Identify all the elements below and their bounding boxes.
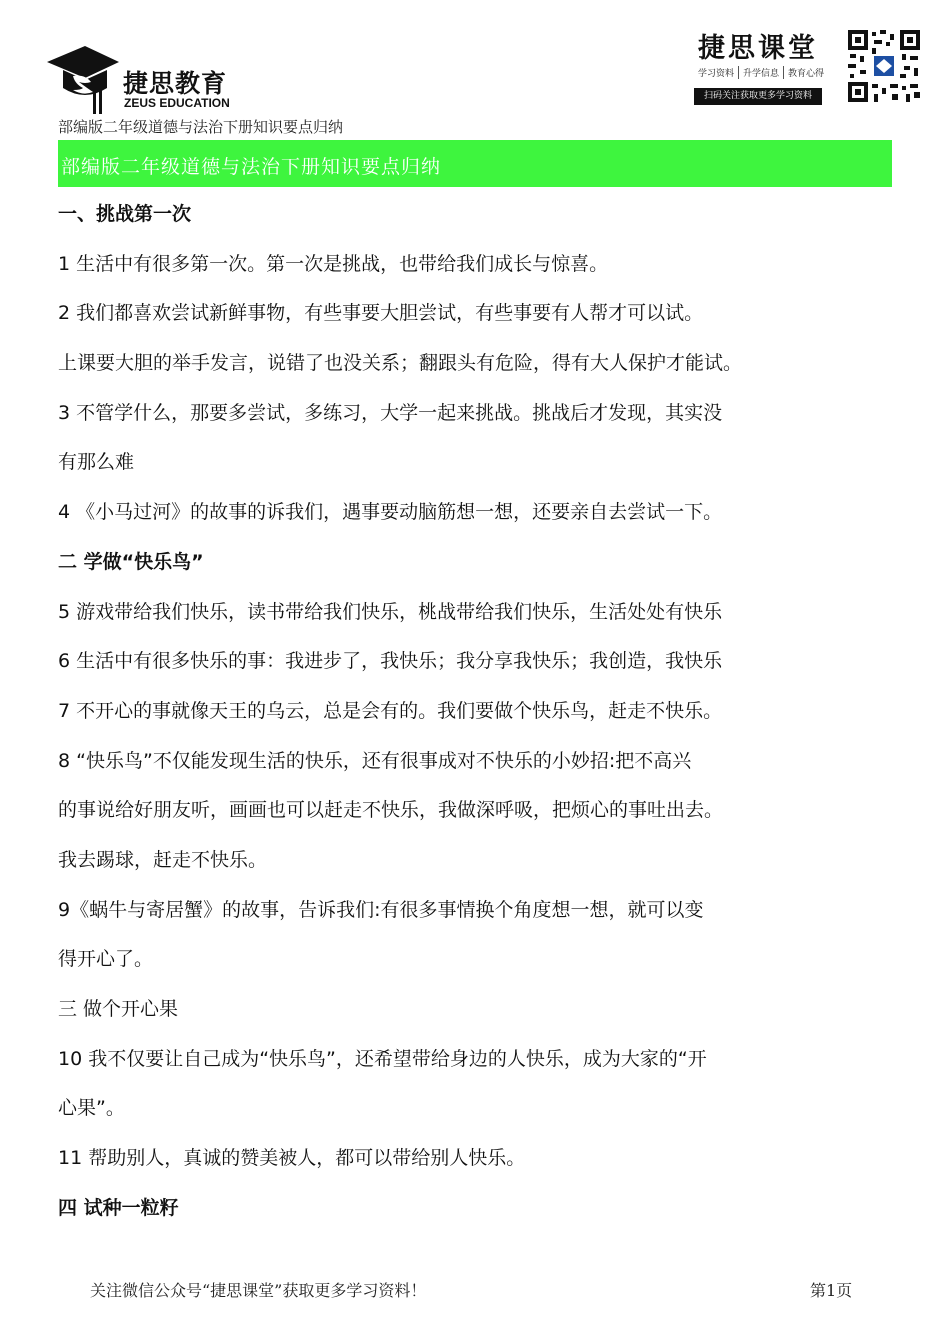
brand-tag: 升学信息 xyxy=(739,66,784,79)
section-heading: 二 学做“快乐鸟” xyxy=(58,550,204,573)
text-line: 8 “快乐鸟”不仅能发现生活的快乐，还有很事成对不快乐的小妙招:把不高兴 xyxy=(58,749,692,772)
brand-scan-bar: 扫码关注获取更多学习资料 xyxy=(694,88,822,105)
logo-chinese-name: 捷思教育 xyxy=(123,69,228,98)
section-heading: 一、挑战第一次 xyxy=(58,203,192,225)
text-line: 1 生活中有很多第一次。第一次是挑战，也带给我们成长与惊喜。 xyxy=(58,252,609,275)
banner-title: 部编版二年级道德与法治下册知识要点归纳 xyxy=(61,156,442,178)
text-line: 我去踢球，赶走不快乐。 xyxy=(58,848,268,871)
qr-code-icon xyxy=(846,28,922,104)
text-line: 5 游戏带给我们快乐，读书带给我们快乐，桃战带给我们快乐，生活处处有快乐 xyxy=(58,600,723,623)
text-line: 3 不管学什么，那要多尝试，多练习，大学一起来挑战。挑战后才发现，其实没 xyxy=(58,401,723,424)
logo-english-name: ZEUS EDUCATION xyxy=(124,96,230,110)
brand-tags xyxy=(694,66,829,79)
footer-promo-text: 关注微信公众号“捷思课堂”获取更多学习资料！ xyxy=(90,1281,427,1300)
text-line: 11 帮助别人，真诚的赞美被人，都可以带给别人快乐。 xyxy=(58,1147,526,1170)
text-line: 心果”。 xyxy=(58,1097,125,1120)
text-line: 6 生活中有很多快乐的事：我进步了，我快乐；我分享我快乐；我创造，我快乐 xyxy=(58,650,723,673)
section-heading: 四 试种一粒籽 xyxy=(58,1196,179,1219)
text-line: 上课要大胆的举手发言，说错了也没关系；翻跟头有危险，得有大人保护才能试。 xyxy=(58,352,743,375)
text-line: 有那么难 xyxy=(58,451,135,474)
brand-tag: 教育心得 xyxy=(788,69,825,79)
zeus-classroom-brand xyxy=(694,26,829,108)
graduation-cap-icon xyxy=(45,44,121,116)
text-line: 9《蜗牛与寄居蟹》的故事，告诉我们:有很多事情换个角度想一想，就可以变 xyxy=(58,898,704,921)
text-line: 7 不开心的事就像天王的乌云，总是会有的。我们要做个快乐鸟，赶走不快乐。 xyxy=(58,699,723,722)
text-line: 三 做个开心果 xyxy=(58,998,179,1020)
document-body xyxy=(58,190,898,1233)
zeus-education-logo xyxy=(45,44,255,116)
text-line: 2 我们都喜欢尝试新鲜事物，有些事要大胆尝试，有些事要有人帮才可以试。 xyxy=(58,302,704,325)
page-footer xyxy=(0,1270,950,1306)
text-line: 4 《小马过河》的故事的诉我们，遇事要动脑筋想一想，还要亲自去尝试一下。 xyxy=(58,501,723,524)
text-line: 10 我不仅要让自己成为“快乐鸟”，还希望带给身边的人快乐，成为大家的“开 xyxy=(58,1047,707,1070)
title-banner xyxy=(58,140,892,187)
page-number: 第1页 xyxy=(810,1281,853,1300)
brand-tag: 学习资料 xyxy=(694,66,739,79)
running-title: 部编版二年级道德与法治下册知识要点归纳 xyxy=(58,118,344,136)
text-line: 的事说给好朋友听，画画也可以赶走不快乐，我做深呼吸，把烦心的事吐出去。 xyxy=(58,799,724,822)
page-header xyxy=(0,0,950,140)
brand-name: 捷思课堂 xyxy=(698,33,818,64)
text-line: 得开心了。 xyxy=(58,948,154,971)
